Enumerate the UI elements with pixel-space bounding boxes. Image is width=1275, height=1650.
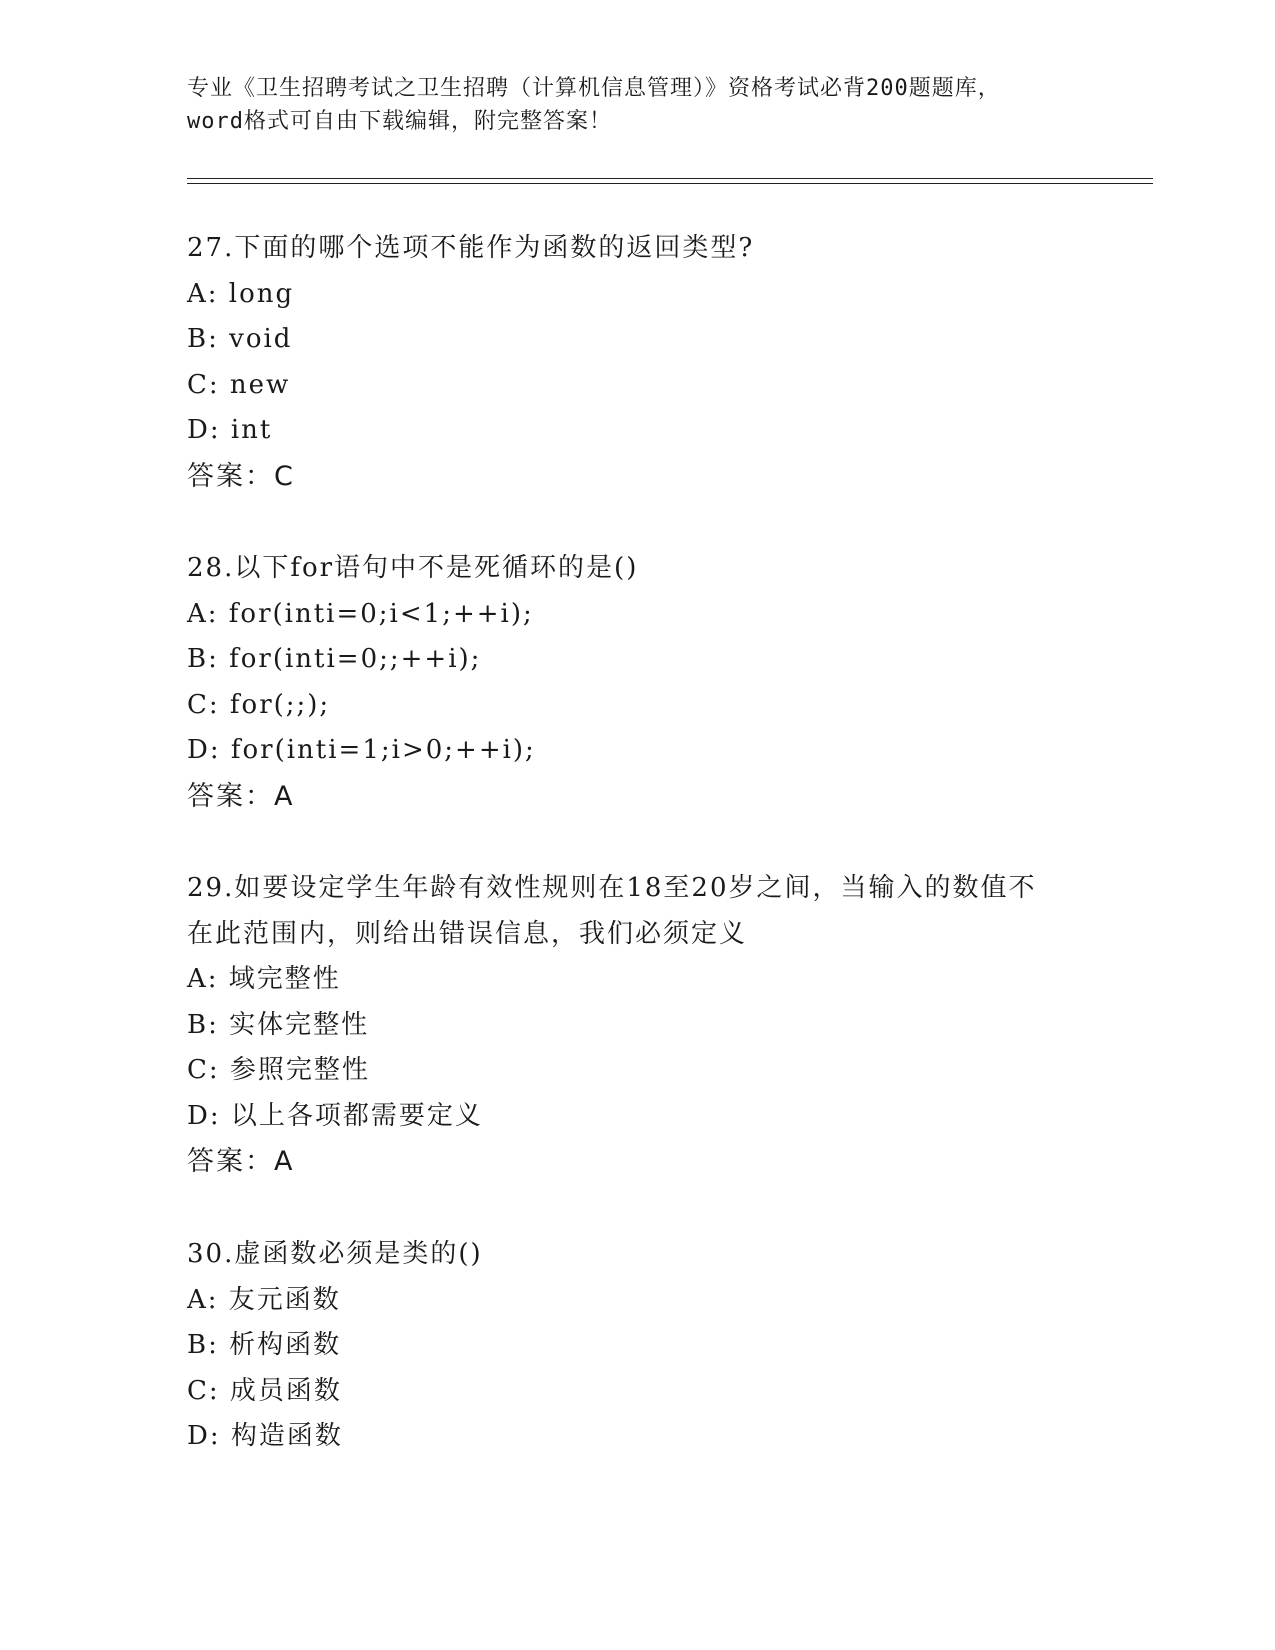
option-c: C: new <box>187 369 291 400</box>
option-d: D: for(inti=1;i>0;++i); <box>187 735 536 765</box>
header-line-1: 专业《卫生招聘考试之卫生招聘（计算机信息管理）》资格考试必背200题题库， <box>187 76 1001 101</box>
option-c: C: 参照完整性 <box>187 1055 370 1085</box>
answer-line: 答案：A <box>187 780 295 812</box>
option-a: A: long <box>187 278 295 309</box>
option-a: A: 友元函数 <box>187 1284 341 1315</box>
answer-line: 答案：A <box>187 1146 295 1177</box>
option-c: C: for(;;); <box>187 689 331 720</box>
option-a: A: for(inti=0;i<1;++i); <box>187 598 534 629</box>
header-divider-top <box>187 178 1153 179</box>
question-28 <box>187 546 1087 819</box>
option-b: B: 析构函数 <box>187 1330 342 1360</box>
option-b: B: void <box>187 324 293 354</box>
question-stem: 30.虚函数必须是类的() <box>187 1239 483 1269</box>
question-stem: 29.如要设定学生年龄有效性规则在18至20岁之间，当输入的数值不 <box>187 873 1037 903</box>
option-a: A: 域完整性 <box>187 964 341 994</box>
option-b: B: for(inti=0;;++i); <box>187 644 482 674</box>
question-stem-continued: 在此范围内，则给出错误信息，我们必须定义 <box>187 918 748 949</box>
option-b: B: 实体完整性 <box>187 1009 370 1040</box>
header-line-2: word格式可自由下载编辑，附完整答案！ <box>187 109 612 134</box>
question-stem: 28.以下for语句中不是死循环的是() <box>187 553 639 583</box>
option-d: D: 以上各项都需要定义 <box>187 1100 483 1131</box>
question-27 <box>187 226 1087 499</box>
header-divider-bottom <box>187 183 1153 184</box>
document-header <box>187 72 1087 138</box>
answer-line: 答案：C <box>187 460 295 492</box>
option-c: C: 成员函数 <box>187 1375 342 1406</box>
question-29 <box>187 866 1087 1185</box>
question-30 <box>187 1232 1087 1460</box>
question-stem: 27.下面的哪个选项不能作为函数的返回类型? <box>187 233 755 263</box>
option-d: D: int <box>187 415 273 445</box>
option-d: D: 构造函数 <box>187 1421 343 1451</box>
